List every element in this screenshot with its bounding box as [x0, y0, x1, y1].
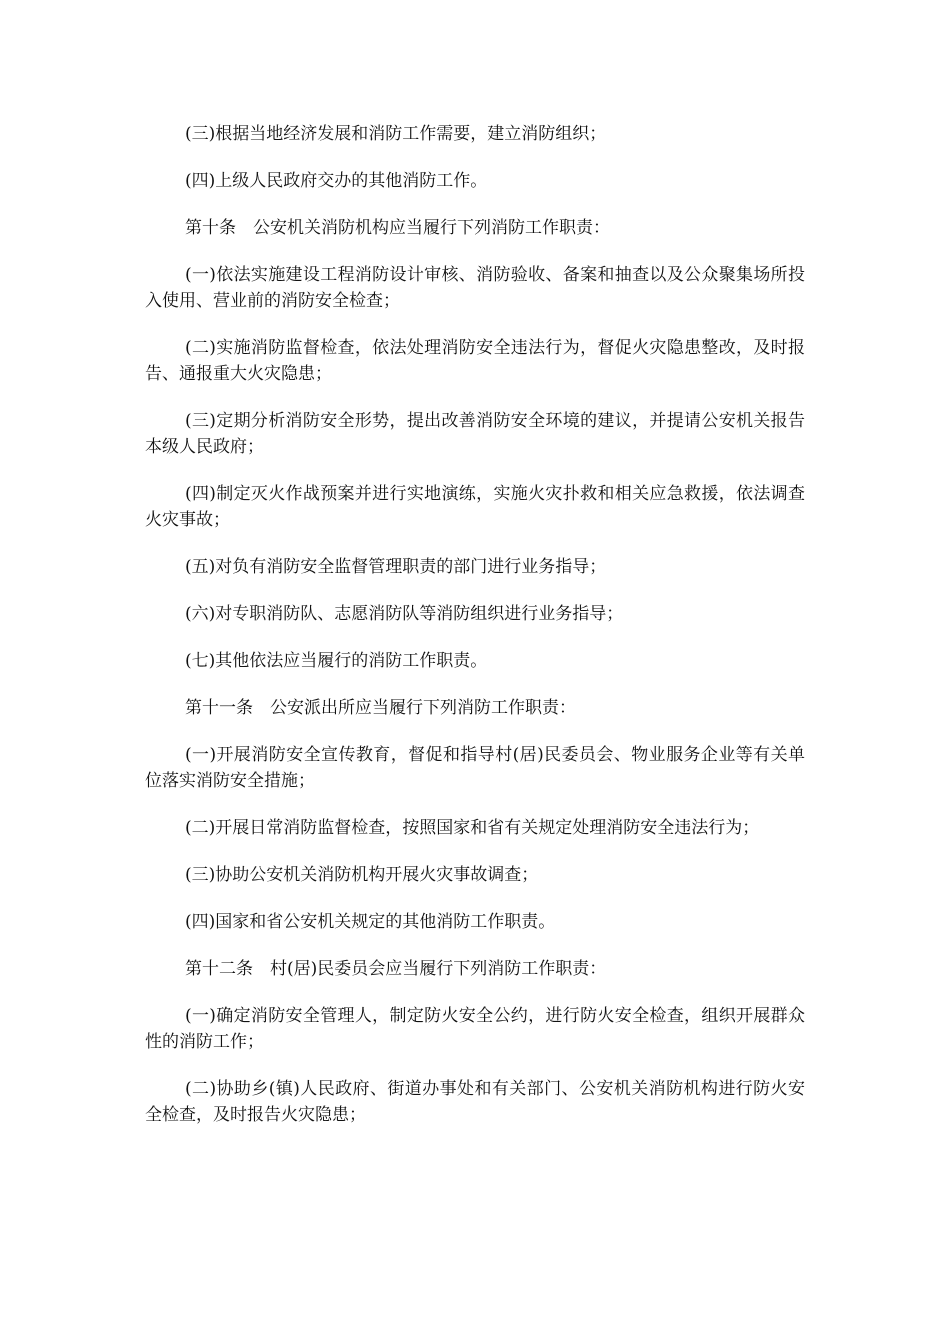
paragraph-item: (一)依法实施建设工程消防设计审核、消防验收、备案和抽查以及公众聚集场所投入使用、营业前的消防安全检查； [145, 265, 805, 311]
paragraph-item: (七)其他依法应当履行的消防工作职责。 [185, 651, 488, 671]
paragraph-item: (四)国家和省公安机关规定的其他消防工作职责。 [185, 912, 556, 932]
paragraph-item: (三)根据当地经济发展和消防工作需要，建立消防组织； [185, 124, 607, 144]
paragraph-item: (二)开展日常消防监督检查，按照国家和省有关规定处理消防安全违法行为； [185, 818, 760, 838]
article-heading: 第十条 公安机关消防机构应当履行下列消防工作职责： [185, 218, 610, 238]
paragraph-item: (六)对专职消防队、志愿消防队等消防组织进行业务指导； [185, 604, 624, 624]
paragraph-item: (五)对负有消防安全监督管理职责的部门进行业务指导； [185, 557, 607, 577]
paragraph-item: (四)制定灭火作战预案并进行实地演练，实施火灾扑救和相关应急救援，依法调查火灾事故； [145, 484, 805, 530]
article-heading: 第十一条 公安派出所应当履行下列消防工作职责： [185, 698, 576, 718]
paragraph-item: (一)确定消防安全管理人，制定防火安全公约，进行防火安全检查，组织开展群众性的消防工作； [145, 1006, 805, 1052]
document-body [145, 121, 805, 1149]
paragraph-item: (二)实施消防监督检查，依法处理消防安全违法行为，督促火灾隐患整改，及时报告、通报重大火灾隐患； [145, 338, 805, 384]
paragraph-item: (二)协助乡(镇)人民政府、街道办事处和有关部门、公安机关消防机构进行防火安全检查，及时报告火灾隐患； [145, 1079, 805, 1125]
paragraph-item: (四)上级人民政府交办的其他消防工作。 [185, 171, 488, 191]
article-heading: 第十二条 村(居)民委员会应当履行下列消防工作职责： [185, 959, 607, 979]
paragraph-item: (三)定期分析消防安全形势，提出改善消防安全环境的建议，并提请公安机关报告本级人民政府； [145, 411, 805, 457]
paragraph-item: (一)开展消防安全宣传教育，督促和指导村(居)民委员会、物业服务企业等有关单位落实消防安全措施； [145, 745, 805, 791]
paragraph-item: (三)协助公安机关消防机构开展火灾事故调查； [185, 865, 539, 885]
